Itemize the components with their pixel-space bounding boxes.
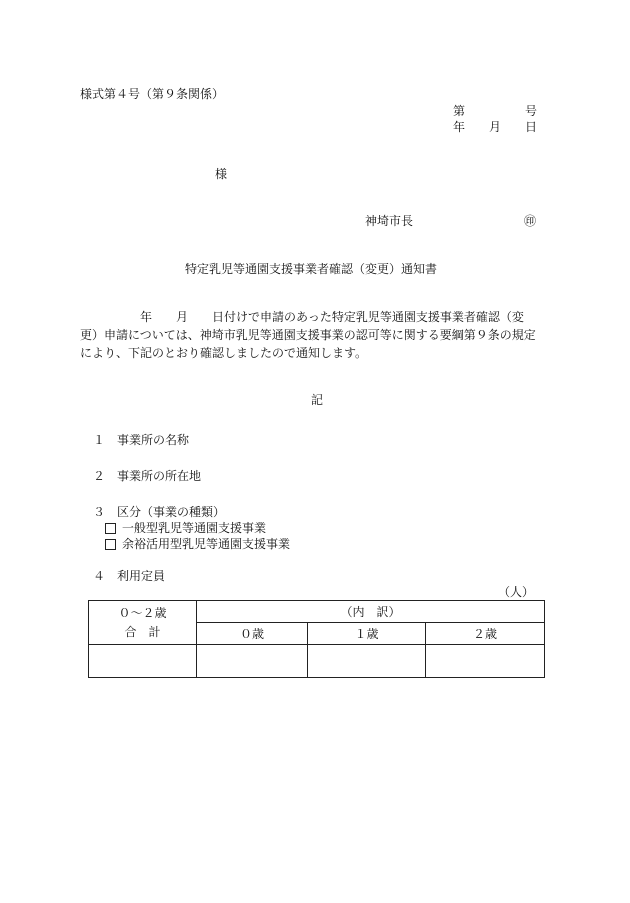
age-1-header: １歳 bbox=[308, 623, 426, 645]
checkbox-option-surplus[interactable] bbox=[105, 536, 290, 552]
age-2-value-cell[interactable] bbox=[426, 645, 545, 678]
date-month: 月 bbox=[489, 120, 502, 134]
date-year: 年 bbox=[453, 120, 466, 134]
age-0-value-cell[interactable] bbox=[197, 645, 308, 678]
item-1 bbox=[93, 432, 189, 448]
addressee-suffix: 様 bbox=[215, 167, 228, 181]
seal-mark: ㊞ bbox=[524, 214, 537, 228]
checkbox-label: 一般型乳児等通園支援事業 bbox=[122, 521, 267, 535]
item-3 bbox=[93, 504, 225, 520]
total-header-cell bbox=[89, 601, 197, 645]
checkbox-icon[interactable] bbox=[105, 523, 116, 534]
item-number: ４ bbox=[93, 569, 106, 583]
issuer-title: 神埼市長 bbox=[365, 214, 414, 228]
item-number: ３ bbox=[93, 505, 106, 519]
item-number: １ bbox=[93, 433, 106, 447]
date-day: 日 bbox=[525, 120, 538, 134]
item-2 bbox=[93, 468, 201, 484]
item-label: 事業所の所在地 bbox=[117, 469, 202, 483]
body-line-1: 年 月 日付けで申請のあった特定乳児等通園支援事業者確認（変 bbox=[80, 310, 524, 324]
age-0-header: ０歳 bbox=[197, 623, 308, 645]
total-value-cell[interactable] bbox=[89, 645, 197, 678]
item-label: 事業所の名称 bbox=[117, 433, 190, 447]
item-label: 区分（事業の種類） bbox=[117, 505, 226, 519]
checkbox-label: 余裕活用型乳児等通園支援事業 bbox=[122, 537, 291, 551]
breakdown-header: （内 訳） bbox=[197, 601, 545, 623]
body-line-3: により、下記のとおり確認しましたので通知します。 bbox=[80, 346, 368, 360]
checkbox-icon[interactable] bbox=[105, 539, 116, 550]
checkbox-option-general[interactable] bbox=[105, 520, 266, 536]
body-line-2: 更）申請については、神埼市乳児等通園支援事業の認可等に関する要綱第９条の規定 bbox=[80, 328, 536, 342]
item-label: 利用定員 bbox=[117, 569, 166, 583]
form-label: 様式第４号（第９条関係） bbox=[80, 87, 225, 101]
doc-number-go: 号 bbox=[525, 104, 538, 118]
age-1-value-cell[interactable] bbox=[308, 645, 426, 678]
item-number: ２ bbox=[93, 469, 106, 483]
total-header-age-range: ０～２歳 bbox=[118, 605, 167, 620]
total-header-label: 合 計 bbox=[124, 624, 161, 639]
body-paragraph bbox=[80, 308, 555, 362]
item-4 bbox=[93, 568, 165, 584]
ki-heading: 記 bbox=[311, 393, 324, 407]
unit-label: （人） bbox=[498, 585, 535, 599]
capacity-table bbox=[88, 600, 545, 678]
age-2-header: ２歳 bbox=[426, 623, 545, 645]
doc-number-dai: 第 bbox=[453, 104, 466, 118]
document-title: 特定乳児等通園支援事業者確認（変更）通知書 bbox=[185, 262, 438, 276]
